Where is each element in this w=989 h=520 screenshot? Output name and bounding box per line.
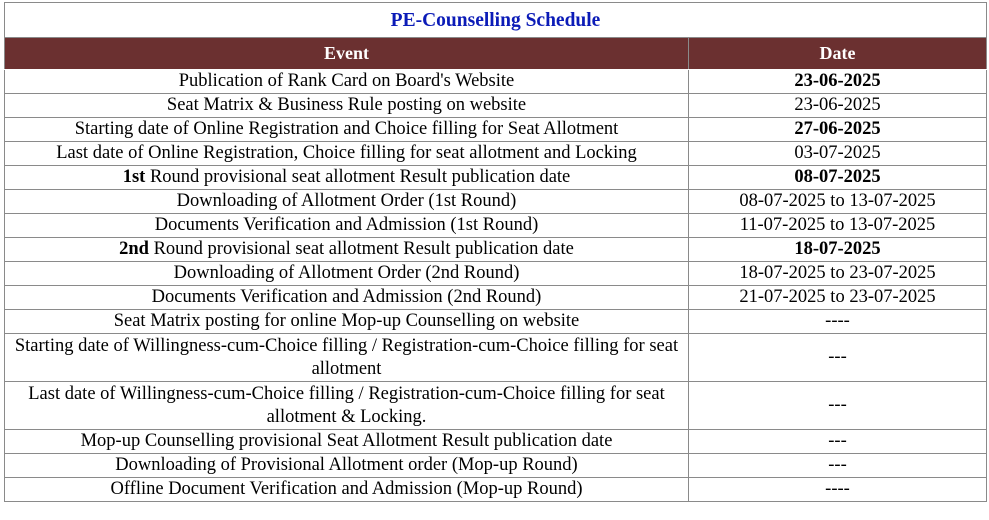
event-cell [5, 334, 689, 382]
date-column-header: Date [689, 38, 987, 70]
event-cell [5, 214, 689, 238]
event-cell [5, 190, 689, 214]
date-cell: 21-07-2025 to 23-07-2025 [689, 286, 987, 310]
event-text: Documents Verification and Admission (1st Round) [154, 215, 539, 235]
event-cell [5, 310, 689, 334]
event-text: Last date of Willingness-cum-Choice filling / Registration-cum-Choice filling for seat allotment & Locking. [28, 383, 665, 427]
event-text: Round provisional seat allotment Result publication date [148, 239, 574, 259]
event-cell [5, 286, 689, 310]
table-row [5, 478, 987, 502]
event-text: Documents Verification and Admission (2nd Round) [151, 287, 542, 307]
date-cell: --- [689, 334, 987, 382]
event-text: Round provisional seat allotment Result publication date [145, 167, 571, 187]
event-cell [5, 142, 689, 166]
event-text: Downloading of Provisional Allotment order (Mop-up Round) [115, 455, 578, 475]
date-cell: 08-07-2025 to 13-07-2025 [689, 190, 987, 214]
event-cell [5, 238, 689, 262]
date-cell: 27-06-2025 [689, 118, 987, 142]
event-text: Seat Matrix posting for online Mop-up Counselling on website [113, 311, 580, 331]
date-cell: 23-06-2025 [689, 70, 987, 94]
table-row [5, 310, 987, 334]
table-row [5, 262, 987, 286]
event-cell [5, 94, 689, 118]
table-row [5, 190, 987, 214]
table-row [5, 166, 987, 190]
event-text: Downloading of Allotment Order (1st Round) [176, 191, 517, 211]
table-row [5, 430, 987, 454]
event-text: Mop-up Counselling provisional Seat Allotment Result publication date [80, 431, 613, 451]
round-number: 2nd [119, 239, 149, 259]
table-row [5, 70, 987, 94]
date-cell: ---- [689, 478, 987, 502]
date-cell: 03-07-2025 [689, 142, 987, 166]
event-cell [5, 478, 689, 502]
event-cell [5, 382, 689, 430]
date-cell: --- [689, 430, 987, 454]
round-number: 1st [122, 167, 146, 187]
event-text: Starting date of Willingness-cum-Choice filling / Registration-cum-Choice filling for seat allotment [14, 335, 679, 379]
schedule-title: PE-Counselling Schedule [5, 3, 987, 38]
date-cell: 18-07-2025 to 23-07-2025 [689, 262, 987, 286]
event-text: Last date of Online Registration, Choice filling for seat allotment and Locking [56, 143, 637, 163]
table-row [5, 334, 987, 382]
schedule-container [4, 2, 986, 502]
table-row [5, 142, 987, 166]
title-row [5, 3, 987, 38]
date-cell: 08-07-2025 [689, 166, 987, 190]
table-row [5, 118, 987, 142]
event-text: Downloading of Allotment Order (2nd Round) [173, 263, 520, 283]
date-cell: --- [689, 382, 987, 430]
event-text: Starting date of Online Registration and Choice filling for Seat Allotment [74, 119, 619, 139]
table-row [5, 382, 987, 430]
table-row [5, 238, 987, 262]
schedule-rows [5, 70, 987, 502]
date-cell: 18-07-2025 [689, 238, 987, 262]
event-cell [5, 70, 689, 94]
schedule-table [4, 2, 987, 502]
table-row [5, 94, 987, 118]
date-cell: ---- [689, 310, 987, 334]
date-cell: 11-07-2025 to 13-07-2025 [689, 214, 987, 238]
table-row [5, 454, 987, 478]
date-cell: --- [689, 454, 987, 478]
event-text: Publication of Rank Card on Board's Website [178, 71, 515, 91]
event-cell [5, 262, 689, 286]
event-cell [5, 454, 689, 478]
event-text: Offline Document Verification and Admission (Mop-up Round) [110, 479, 583, 499]
table-row [5, 286, 987, 310]
date-cell: 23-06-2025 [689, 94, 987, 118]
event-cell [5, 118, 689, 142]
event-text: Seat Matrix & Business Rule posting on website [166, 95, 527, 115]
header-row [5, 38, 987, 70]
event-cell [5, 166, 689, 190]
event-column-header: Event [5, 38, 689, 70]
table-row [5, 214, 987, 238]
event-cell [5, 430, 689, 454]
